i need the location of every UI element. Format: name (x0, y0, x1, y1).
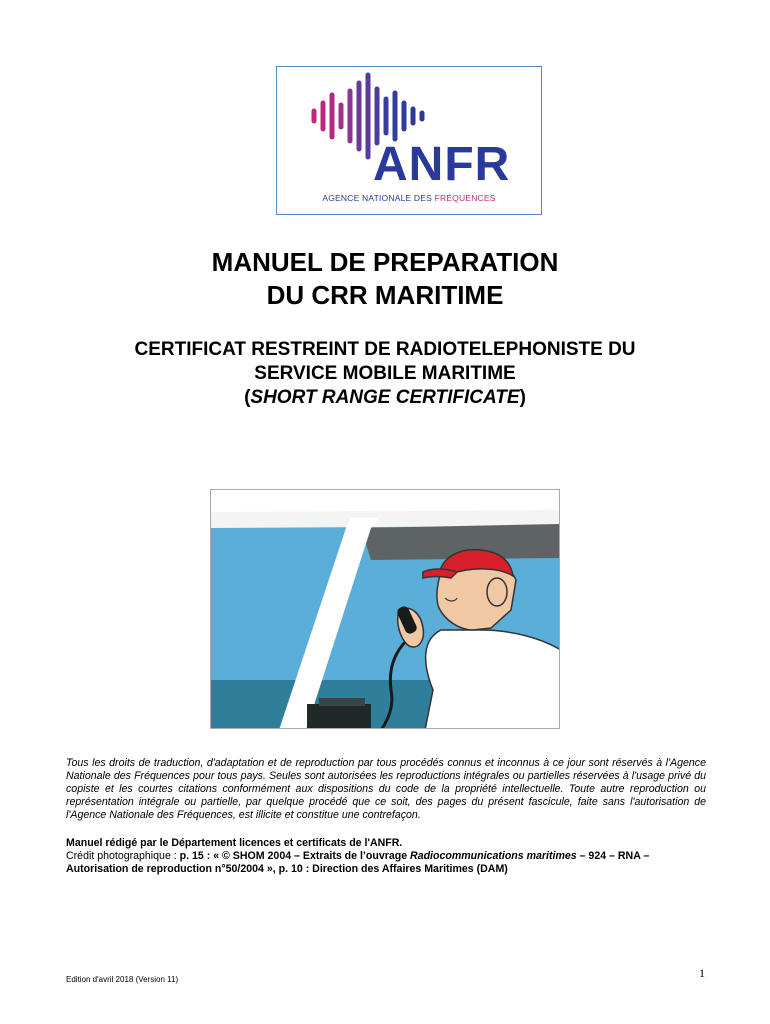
credits-block (66, 837, 706, 876)
cover-illustration (210, 489, 560, 729)
title-line-1: MANUEL DE PREPARATION (211, 247, 559, 277)
rights-notice: Tous les droits de traduction, d'adaptation et de reproduction par tous procédés connus et inconnus à ce jour sont réservés à l'Agence Nationale des Fréquences pour tous pays. Seules sont autorisées les reproductions intégrales ou partielles réservées à l'usage privé du copiste et les courtes citations conformément aux dispositions du code de la propriété intellectuelle. Toute autre reproduction ou représentation intégrale ou partielle, par quelque procédé que ce soit, des pages du présent fascicule, faite sans l'autorisation de l'Agence Nationale des Fréquences, est illicite et constitue une contrefaçon. (66, 757, 706, 821)
page-title (0, 246, 770, 312)
subtitle-line-1: CERTIFICAT RESTREINT DE RADIOTELEPHONISTE DU (134, 339, 636, 360)
logo-tagline: AGENCE NATIONALE DES FRÉQUENCES (322, 193, 496, 203)
anfr-logo (276, 66, 542, 215)
author-line: Manuel rédigé par le Département licences et certificats de l'ANFR. (66, 837, 403, 849)
radio-operator-illustration (211, 490, 560, 729)
subtitle-line-2: SERVICE MOBILE MARITIME (254, 363, 516, 384)
edition-note: Edition d'avril 2018 (Version 11) (66, 975, 179, 984)
page-subtitle (0, 338, 770, 410)
photo-credit: Crédit photographique : p. 15 : « © SHOM 2004 – Extraits de l’ouvrage Radiocommunications maritimes – 924 – RNA – Autorisation de reproduction n°50/2004 », p. 10 : Direction des Affaires Maritimes (DAM) (66, 850, 650, 875)
subtitle-line-3: (SHORT RANGE CERTIFICATE) (244, 387, 526, 408)
logo-wordmark: ANFR (373, 138, 511, 191)
page-number: 1 (699, 966, 705, 980)
title-line-2: DU CRR MARITIME (266, 280, 504, 310)
